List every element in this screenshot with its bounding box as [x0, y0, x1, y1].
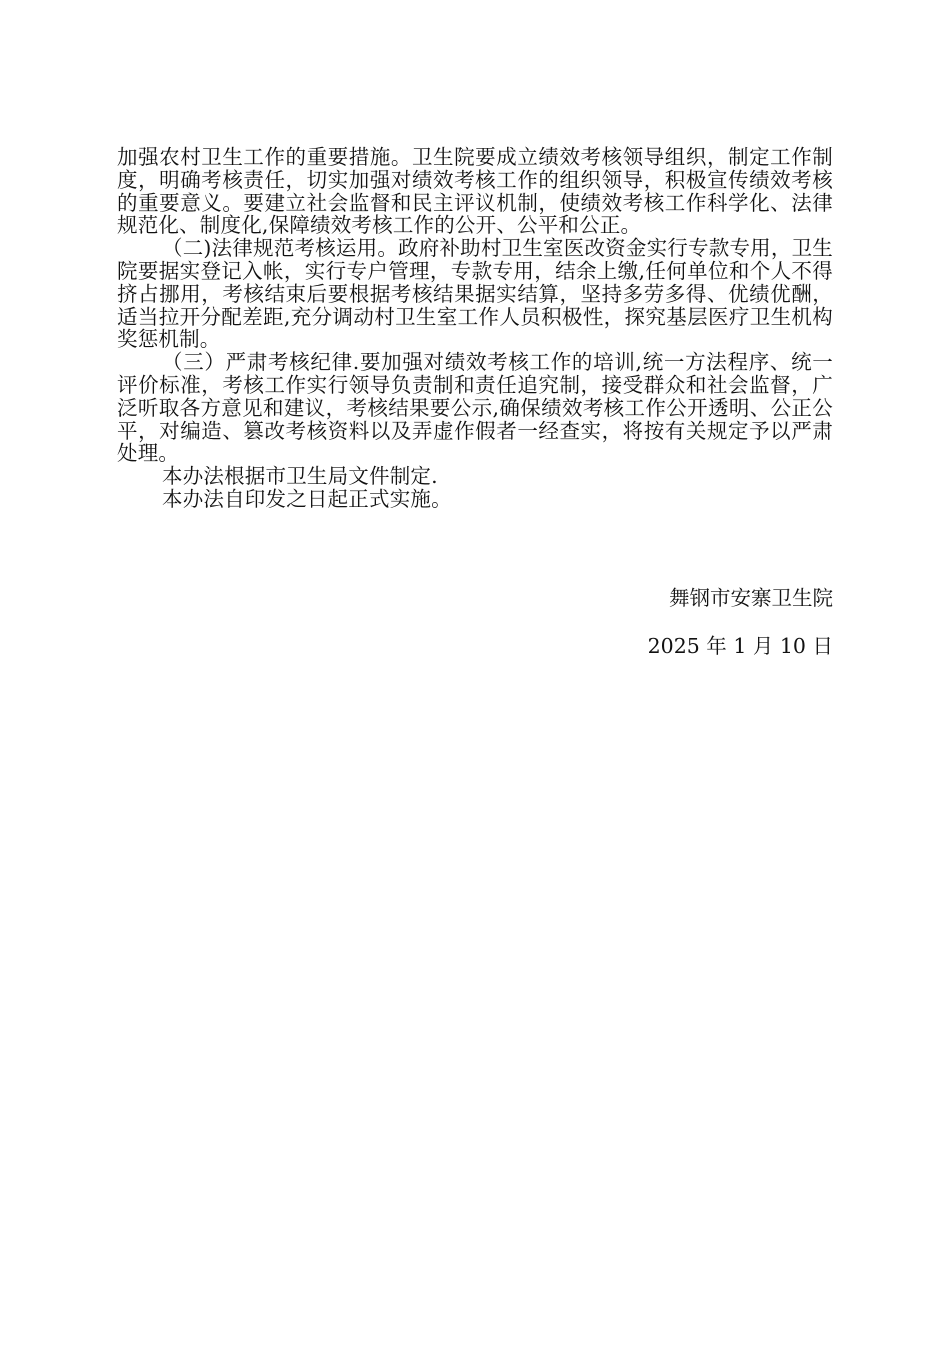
issue-date: 2025 年 1 月 10 日 [647, 634, 833, 658]
paragraph-discipline: （三）严肃考核纪律.要加强对绩效考核工作的培训,统一方法程序、统一评价标准，考核工作实行领导负责制和责任追究制，接受群众和社会监督，广泛听取各方意见和建议，考核结果要公示,确保绩效考核工作公开透明、公正公平，对编造、篡改考核资料以及弄虚作假者一经查实，将按有关规定予以严肃处理。 [117, 350, 833, 466]
paragraph-legal-standard: （二)法律规范考核运用。政府补助村卫生室医改资金实行专款专用，卫生院要据实登记入帐，实行专户管理，专款专用，结余上缴,任何单位和个人不得挤占挪用，考核结束后要根据考核结果据实结算，坚持多劳多得、优绩优酬，适当拉开分配差距,充分调动村卫生室工作人员积极性，探究基层医疗卫生机构奖惩机制。 [117, 236, 833, 352]
paragraph-basis: 本办法根据市卫生局文件制定. [162, 464, 438, 489]
issuer-signature: 舞钢市安寨卫生院 [669, 586, 833, 610]
paragraph-effective: 本办法自印发之日起正式实施。 [162, 486, 452, 511]
paragraph-continuation: 加强农村卫生工作的重要措施。卫生院要成立绩效考核领导组织，制定工作制度，明确考核责任，切实加强对绩效考核工作的组织领导，积极宣传绩效考核的重要意义。要建立社会监督和民主评议机制，使绩效考核工作科学化、法律规范化、制度化,保障绩效考核工作的公开、公平和公正。 [117, 145, 833, 238]
document-body [117, 146, 833, 511]
